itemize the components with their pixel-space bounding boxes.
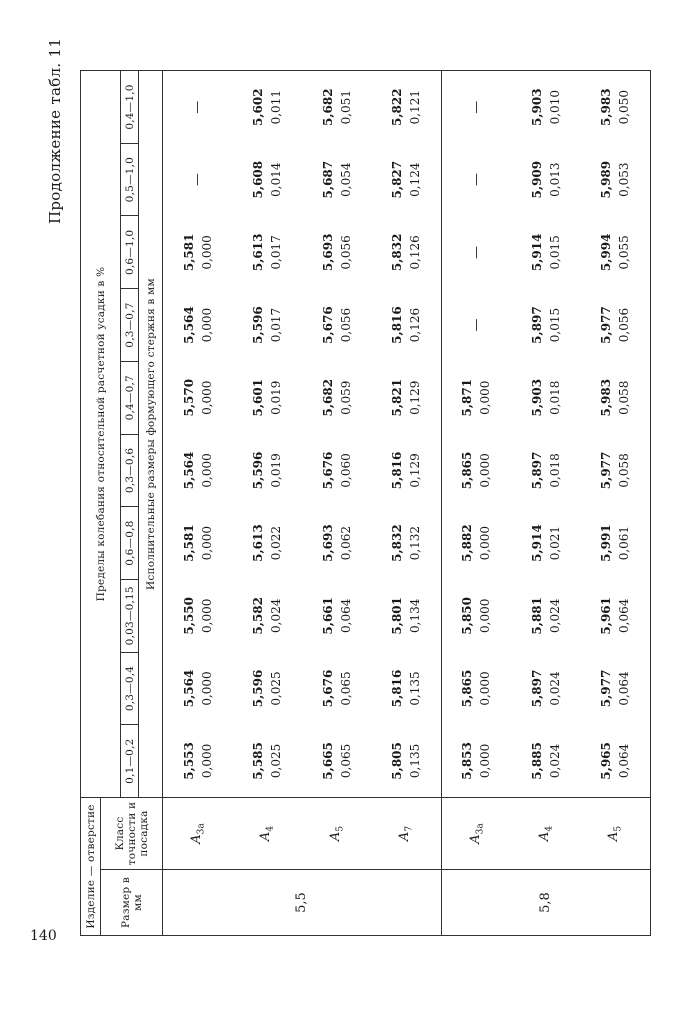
tolerance-value: 0,000	[199, 307, 214, 343]
tolerance-value: 0,129	[408, 380, 423, 415]
value-cell	[581, 507, 651, 580]
class-cell: $A_5$	[581, 798, 651, 870]
dimension-value: 5,602	[251, 88, 266, 126]
value-cell	[163, 143, 233, 216]
value-cell	[163, 652, 233, 725]
dimension-value: 5,885	[529, 742, 544, 780]
value-cell	[232, 434, 302, 507]
value-cell	[232, 361, 302, 434]
value-cell	[302, 507, 372, 580]
dimension-value: 5,977	[599, 669, 614, 708]
dimension-value: 5,682	[320, 378, 335, 417]
dimension-value: 5,821	[390, 378, 405, 417]
value-cell	[441, 289, 511, 362]
range-header: 0,6—1,0	[121, 216, 139, 289]
range-header: 0,3—0,4	[121, 652, 139, 725]
value-cell	[581, 143, 651, 216]
dimension-value: 5,977	[599, 306, 614, 344]
tolerance-value: 0,121	[408, 90, 423, 125]
dimension-value: 5,801	[390, 597, 405, 635]
value-cell	[163, 579, 233, 652]
value-cell	[511, 725, 581, 798]
dimension-value: 5,585	[251, 742, 266, 780]
value-cell	[581, 216, 651, 289]
tolerance-value: 0,015	[547, 235, 562, 270]
class-cell: $A_7$	[372, 798, 442, 870]
tolerance-value: 0,024	[269, 598, 284, 633]
dimension-value: 5,977	[599, 451, 614, 490]
value-cell	[511, 434, 581, 507]
value-cell	[372, 652, 442, 725]
dimension-value: 5,994	[599, 233, 614, 272]
range-header: 0,6—0,8	[121, 507, 139, 580]
dimension-value: 5,914	[529, 524, 544, 562]
value-cell	[232, 652, 302, 725]
size-cell: 5,5	[163, 870, 442, 936]
tolerance-value: 0,135	[408, 671, 423, 706]
dimension-value: 5,882	[460, 524, 475, 562]
dimension-value: 5,816	[390, 669, 405, 708]
empty-dash: —	[468, 318, 484, 332]
value-cell	[163, 725, 233, 798]
dimension-value: 5,682	[320, 88, 335, 126]
tolerance-value: 0,024	[547, 598, 562, 633]
value-cell	[511, 652, 581, 725]
table-row	[372, 71, 442, 936]
dimension-value: 5,564	[181, 306, 196, 344]
dimension-value: 5,581	[181, 233, 196, 272]
value-cell	[511, 507, 581, 580]
tolerance-value: 0,065	[338, 671, 353, 706]
value-cell	[232, 725, 302, 798]
table-row	[163, 71, 233, 936]
dimension-value: 5,596	[251, 306, 266, 344]
continuation-caption: Продолжение табл. 11	[46, 37, 64, 224]
dimension-value: 5,965	[599, 742, 614, 780]
tolerance-value: 0,000	[199, 598, 214, 633]
tolerance-value: 0,064	[617, 743, 632, 779]
value-cell	[372, 434, 442, 507]
dimension-value: 5,897	[529, 451, 544, 490]
dimension-value: 5,989	[599, 160, 614, 199]
value-cell	[441, 434, 511, 507]
class-cell: $A_{3а}$	[441, 798, 511, 870]
value-cell	[511, 289, 581, 362]
value-cell	[581, 71, 651, 144]
table-row	[232, 71, 302, 936]
tolerance-value: 0,058	[617, 453, 632, 488]
dimension-value: 5,581	[181, 524, 196, 562]
value-cell	[163, 507, 233, 580]
header-subtitle: Исполнительные размеры формующего стержня в мм	[139, 71, 163, 798]
dimension-value: 5,665	[320, 742, 335, 780]
tolerance-value: 0,056	[338, 235, 353, 270]
header-product: Изделие — отверстие	[81, 798, 101, 936]
table-row	[302, 71, 372, 936]
value-cell	[511, 143, 581, 216]
tolerance-value: 0,000	[199, 380, 214, 415]
value-cell	[372, 361, 442, 434]
dimension-value: 5,865	[460, 669, 475, 708]
value-cell	[511, 579, 581, 652]
class-cell: $A_5$	[302, 798, 372, 870]
tolerance-value: 0,018	[547, 380, 562, 415]
value-cell	[302, 143, 372, 216]
value-cell	[372, 289, 442, 362]
tolerance-value: 0,055	[617, 235, 632, 270]
data-table	[80, 70, 651, 936]
value-cell	[441, 507, 511, 580]
dimension-value: 5,909	[529, 160, 544, 199]
tolerance-value: 0,000	[199, 235, 214, 270]
value-cell	[302, 725, 372, 798]
class-cell: $A_{3а}$	[163, 798, 233, 870]
value-cell	[302, 289, 372, 362]
tolerance-value: 0,065	[338, 743, 353, 779]
tolerance-value: 0,000	[199, 525, 214, 561]
tolerance-value: 0,018	[547, 453, 562, 488]
dimension-value: 5,596	[251, 451, 266, 490]
value-cell	[163, 289, 233, 362]
value-cell	[372, 507, 442, 580]
tolerance-value: 0,051	[338, 90, 353, 125]
value-cell	[372, 579, 442, 652]
tolerance-value: 0,053	[617, 162, 632, 197]
dimension-value: 5,553	[181, 742, 196, 780]
header-class: Класс точности и посадка	[101, 798, 163, 870]
tolerance-value: 0,135	[408, 743, 423, 779]
value-cell	[163, 216, 233, 289]
tolerance-value: 0,000	[478, 525, 493, 561]
value-cell	[163, 361, 233, 434]
tolerance-value: 0,000	[478, 598, 493, 633]
value-cell	[232, 289, 302, 362]
dimension-value: 5,582	[251, 597, 266, 635]
dimension-value: 5,850	[460, 597, 475, 635]
tolerance-value: 0,024	[547, 671, 562, 706]
dimension-value: 5,816	[390, 451, 405, 490]
dimension-value: 5,865	[460, 451, 475, 490]
tolerance-value: 0,000	[199, 743, 214, 779]
tolerance-value: 0,054	[338, 162, 353, 197]
tolerance-value: 0,000	[478, 380, 493, 415]
tolerance-value: 0,129	[408, 453, 423, 488]
tolerance-value: 0,013	[547, 162, 562, 197]
dimension-value: 5,687	[320, 160, 335, 199]
tolerance-value: 0,017	[269, 235, 284, 270]
dimension-value: 5,832	[390, 233, 405, 272]
dimension-value: 5,564	[181, 669, 196, 708]
value-cell	[581, 289, 651, 362]
dimension-value: 5,676	[320, 451, 335, 490]
value-cell	[232, 216, 302, 289]
tolerance-value: 0,126	[408, 307, 423, 343]
dimension-value: 5,853	[460, 742, 475, 780]
size-cell: 5,8	[441, 870, 650, 936]
value-cell	[441, 725, 511, 798]
page-number: 140	[30, 928, 57, 944]
tolerance-value: 0,061	[617, 525, 632, 561]
value-cell	[372, 143, 442, 216]
tolerance-value: 0,014	[269, 162, 284, 197]
dimension-value: 5,613	[251, 233, 266, 272]
tolerance-value: 0,025	[269, 671, 284, 706]
tolerance-value: 0,058	[617, 380, 632, 415]
value-cell	[302, 652, 372, 725]
tolerance-value: 0,050	[617, 90, 632, 125]
value-cell	[163, 434, 233, 507]
tolerance-value: 0,064	[338, 598, 353, 633]
dimension-value: 5,897	[529, 306, 544, 344]
dimension-value: 5,881	[529, 597, 544, 635]
dimension-value: 5,596	[251, 669, 266, 708]
tolerance-value: 0,000	[478, 671, 493, 706]
tolerance-value: 0,056	[338, 307, 353, 343]
dimension-value: 5,613	[251, 524, 266, 562]
tolerance-value: 0,064	[617, 671, 632, 706]
value-cell	[581, 579, 651, 652]
dimension-value: 5,832	[390, 524, 405, 562]
value-cell	[581, 652, 651, 725]
dimension-value: 5,676	[320, 669, 335, 708]
value-cell	[441, 143, 511, 216]
dimension-value: 5,693	[320, 524, 335, 562]
dimension-value: 5,983	[599, 378, 614, 417]
tolerance-value: 0,126	[408, 235, 423, 270]
value-cell	[232, 579, 302, 652]
dimension-value: 5,676	[320, 306, 335, 344]
value-cell	[441, 579, 511, 652]
dimension-value: 5,827	[390, 160, 405, 199]
tolerance-value: 0,060	[338, 453, 353, 488]
dimension-value: 5,983	[599, 88, 614, 126]
value-cell	[372, 725, 442, 798]
tolerance-value: 0,064	[617, 598, 632, 633]
tolerance-value: 0,000	[478, 743, 493, 779]
value-cell	[511, 71, 581, 144]
value-cell	[441, 361, 511, 434]
table-row	[441, 71, 511, 936]
value-cell	[511, 361, 581, 434]
dimension-value: 5,822	[390, 88, 405, 126]
value-cell	[302, 216, 372, 289]
empty-dash: —	[468, 100, 484, 114]
tolerance-value: 0,011	[269, 90, 284, 125]
dimension-value: 5,550	[181, 597, 196, 635]
header-ranges-title: Пределы колебания относительной расчетной усадки в %	[81, 71, 121, 798]
dimension-value: 5,991	[599, 524, 614, 562]
value-cell	[372, 71, 442, 144]
tolerance-value: 0,015	[547, 307, 562, 343]
tolerance-value: 0,062	[338, 525, 353, 561]
tolerance-value: 0,132	[408, 525, 423, 561]
dimension-value: 5,903	[529, 378, 544, 417]
value-cell	[581, 434, 651, 507]
value-cell	[372, 216, 442, 289]
value-cell	[302, 434, 372, 507]
empty-dash: —	[190, 173, 206, 187]
tolerance-value: 0,024	[547, 743, 562, 779]
dimension-value: 5,903	[529, 88, 544, 126]
range-header: 0,4—1,0	[121, 71, 139, 144]
header-size: Размер в мм	[101, 870, 163, 936]
range-header: 0,4—0,7	[121, 361, 139, 434]
tolerance-value: 0,019	[269, 380, 284, 415]
empty-dash: —	[190, 100, 206, 114]
tolerance-value: 0,022	[269, 525, 284, 561]
tolerance-value: 0,000	[199, 453, 214, 488]
tolerance-value: 0,134	[408, 598, 423, 633]
dimension-value: 5,564	[181, 451, 196, 490]
value-cell	[511, 216, 581, 289]
dimension-value: 5,693	[320, 233, 335, 272]
tolerance-value: 0,010	[547, 90, 562, 125]
dimension-value: 5,914	[529, 233, 544, 272]
value-cell	[581, 361, 651, 434]
range-header: 0,1—0,2	[121, 725, 139, 798]
dimension-value: 5,661	[320, 597, 335, 635]
dimension-value: 5,608	[251, 160, 266, 199]
tolerance-value: 0,056	[617, 307, 632, 343]
class-cell: $A_4$	[232, 798, 302, 870]
value-cell	[441, 216, 511, 289]
range-header: 0,5—1,0	[121, 143, 139, 216]
value-cell	[302, 361, 372, 434]
value-cell	[581, 725, 651, 798]
dimension-value: 5,805	[390, 742, 405, 780]
value-cell	[302, 71, 372, 144]
tolerance-value: 0,017	[269, 307, 284, 343]
tolerance-value: 0,021	[547, 525, 562, 561]
tolerance-value: 0,025	[269, 743, 284, 779]
dimension-value: 5,871	[460, 378, 475, 417]
empty-dash: —	[468, 173, 484, 187]
dimension-value: 5,570	[181, 378, 196, 417]
value-cell	[163, 71, 233, 144]
value-cell	[302, 579, 372, 652]
class-cell: $A_4$	[511, 798, 581, 870]
tolerance-value: 0,000	[478, 453, 493, 488]
value-cell	[232, 71, 302, 144]
value-cell	[232, 507, 302, 580]
tolerance-value: 0,059	[338, 380, 353, 415]
table-row	[581, 71, 651, 936]
range-header: 0,3—0,7	[121, 289, 139, 362]
range-header: 0,3—0,6	[121, 434, 139, 507]
tolerance-value: 0,000	[199, 671, 214, 706]
dimension-value: 5,816	[390, 306, 405, 344]
value-cell	[441, 652, 511, 725]
dimension-value: 5,601	[251, 378, 266, 417]
dimension-value: 5,897	[529, 669, 544, 708]
value-cell	[441, 71, 511, 144]
empty-dash: —	[468, 245, 484, 259]
tolerance-value: 0,124	[408, 162, 423, 197]
tolerance-value: 0,019	[269, 453, 284, 488]
range-header: 0,03—0,15	[121, 579, 139, 652]
value-cell	[232, 143, 302, 216]
table-row	[511, 71, 581, 936]
dimension-value: 5,961	[599, 597, 614, 635]
